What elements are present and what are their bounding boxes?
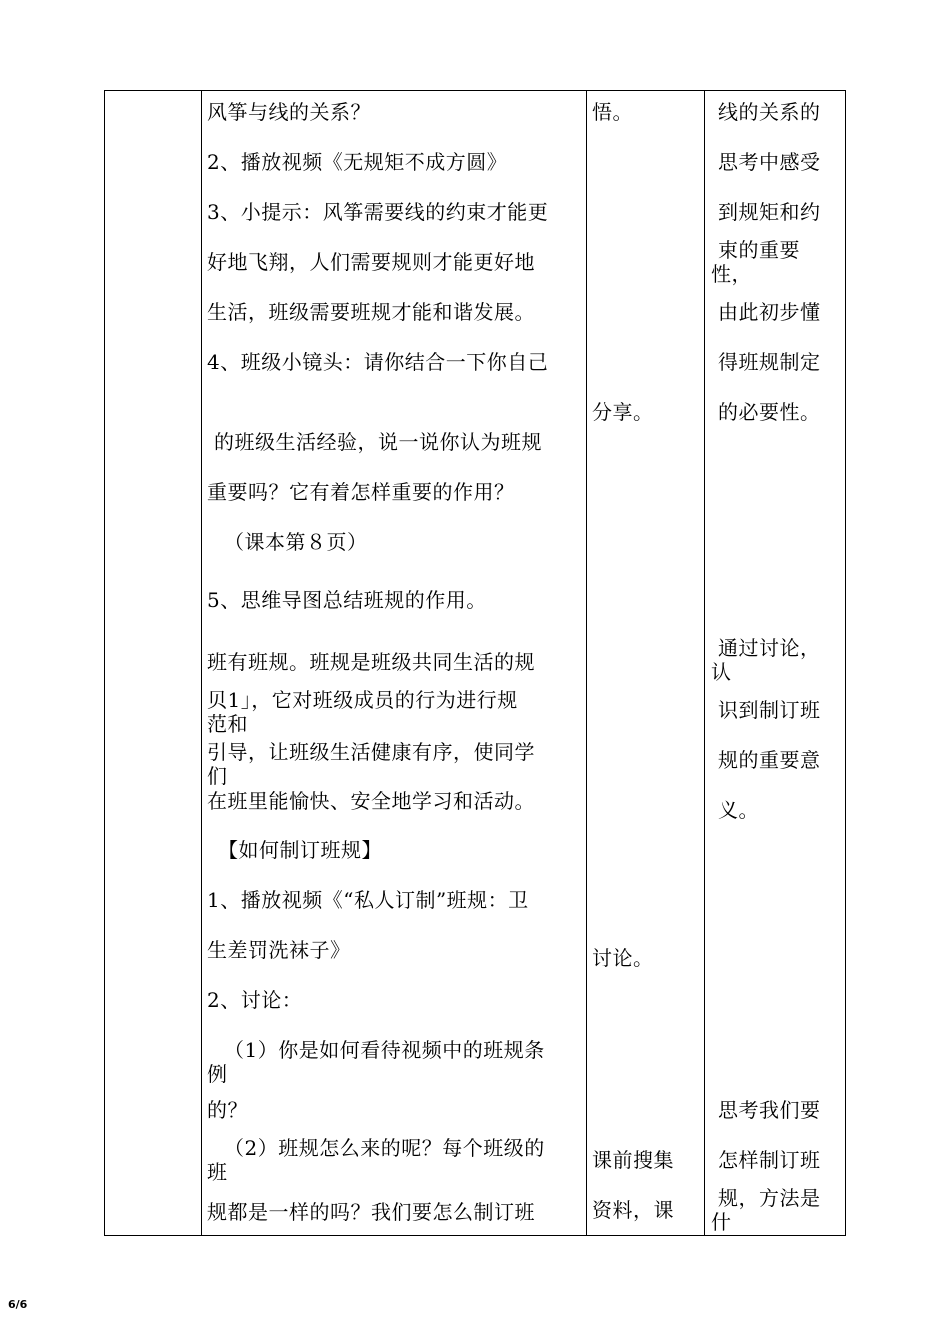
activity-line: 们 bbox=[207, 764, 228, 788]
intent-line: 规，方法是 bbox=[718, 1186, 821, 1210]
activity-line: 规都是一样的吗？我们要怎么制订班 bbox=[207, 1200, 535, 1224]
student-activity-line: 课前搜集 bbox=[592, 1148, 674, 1172]
activity-line: （课本第８页） bbox=[224, 530, 368, 554]
intent-line: 由此初步懂 bbox=[718, 300, 821, 324]
activity-line: 好地飞翔，人们需要规则才能更好地 bbox=[207, 250, 535, 274]
activity-line: 范和 bbox=[207, 712, 248, 736]
activity-line: 例 bbox=[207, 1062, 228, 1086]
intent-line: 到规矩和约 bbox=[718, 200, 821, 224]
activity-line: 的班级生活经验，说一说你认为班规 bbox=[214, 430, 542, 454]
activity-line: 2、播放视频《无规矩不成方圆》 bbox=[207, 150, 508, 174]
activity-line: 生差罚洗袜子》 bbox=[207, 938, 351, 962]
intent-line: 思考我们要 bbox=[718, 1098, 821, 1122]
activity-line: 4、班级小镜头：请你结合一下你自己 bbox=[207, 350, 549, 374]
intent-line: 思考中感受 bbox=[718, 150, 821, 174]
activity-line: 2、讨论： bbox=[207, 988, 303, 1012]
activity-line: 贝1」，它对班级成员的行为进行规 bbox=[207, 688, 518, 712]
page-number: 6/6 bbox=[8, 1298, 28, 1311]
activity-line: 5、思维导图总结班规的作用。 bbox=[207, 588, 487, 612]
intent-line: 什 bbox=[711, 1210, 732, 1234]
intent-line: 怎样制订班 bbox=[718, 1148, 821, 1172]
intent-line: 得班规制定 bbox=[718, 350, 821, 374]
activity-line: 的？ bbox=[207, 1098, 248, 1122]
activity-line: 重要吗？它有着怎样重要的作用？ bbox=[207, 480, 515, 504]
intent-line: 认 bbox=[711, 660, 732, 684]
activity-line: （1）你是如何看待视频中的班规条 bbox=[224, 1038, 545, 1062]
activity-line: 班有班规。班规是班级共同生活的规 bbox=[207, 650, 535, 674]
student-activity-line: 资料，课 bbox=[592, 1198, 674, 1222]
intent-line: 束的重要 bbox=[718, 238, 800, 262]
activity-line: 3、小提示：风筝需要线的约束才能更 bbox=[207, 200, 549, 224]
intent-line: 识到制订班 bbox=[718, 698, 821, 722]
activity-line: 在班里能愉快、安全地学习和活动。 bbox=[207, 789, 535, 813]
student-activity-line: 悟。 bbox=[592, 100, 633, 124]
column-divider-2 bbox=[586, 91, 587, 1235]
activity-line: 风筝与线的关系？ bbox=[207, 100, 371, 124]
activity-line: 班 bbox=[207, 1160, 228, 1184]
intent-line: 规的重要意 bbox=[718, 748, 821, 772]
column-divider-3 bbox=[704, 91, 705, 1235]
intent-line: 性， bbox=[711, 262, 752, 286]
intent-line: 的必要性。 bbox=[718, 400, 821, 424]
activity-line: 生活，班级需要班规才能和谐发展。 bbox=[207, 300, 535, 324]
student-activity-line: 讨论。 bbox=[592, 946, 654, 970]
student-activity-line: 分享。 bbox=[592, 400, 654, 424]
intent-line: 线的关系的 bbox=[718, 100, 821, 124]
activity-line: （2）班规怎么来的呢？每个班级的 bbox=[224, 1136, 545, 1160]
section-heading: 【如何制订班规】 bbox=[218, 838, 382, 862]
activity-line: 1、播放视频《“私人订制”班规：卫 bbox=[207, 888, 529, 912]
intent-line: 义。 bbox=[718, 798, 759, 822]
column-divider-1 bbox=[201, 91, 202, 1235]
activity-line: 引导，让班级生活健康有序，使同学 bbox=[207, 740, 535, 764]
intent-line: 通过讨论， bbox=[718, 636, 821, 660]
